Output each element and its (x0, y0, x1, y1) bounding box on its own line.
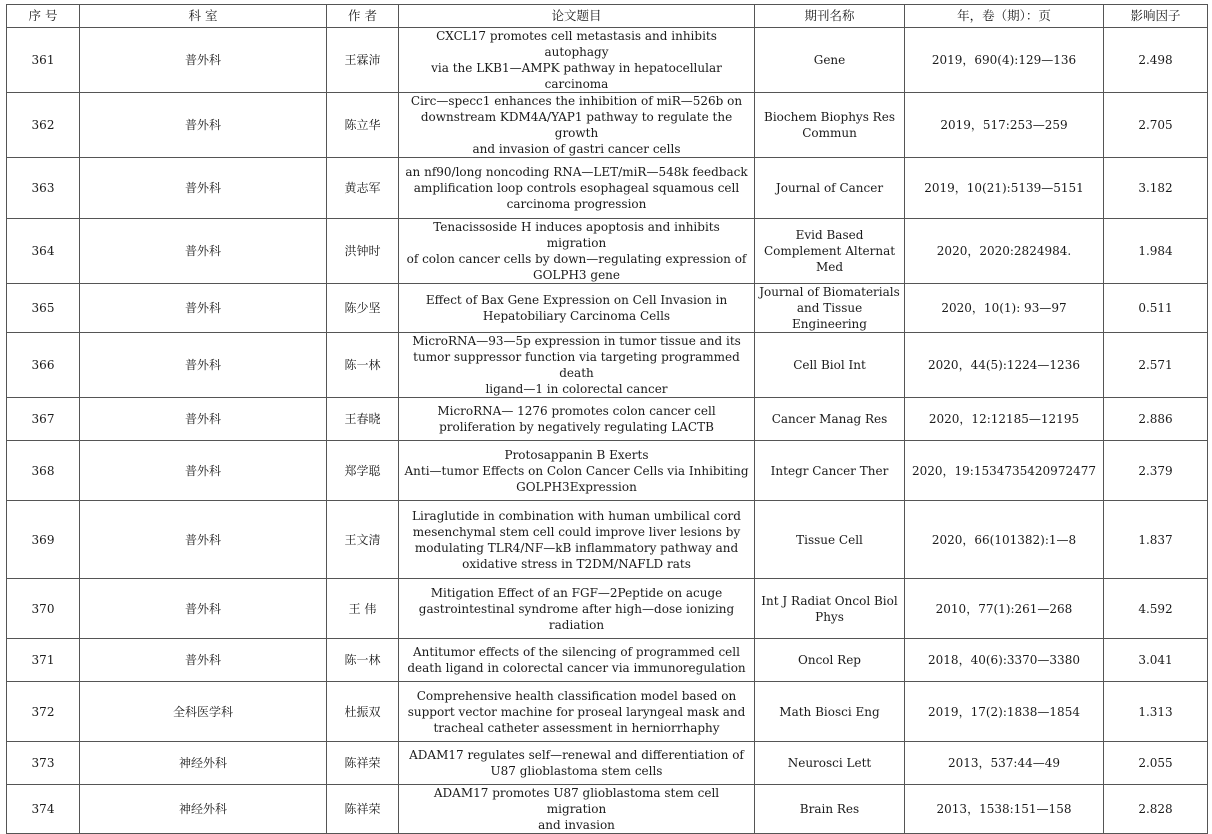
table-row (7, 398, 1208, 441)
row-author: 王 伟 (327, 579, 399, 639)
row-author: 王霖沛 (327, 28, 399, 93)
table-row (7, 639, 1208, 682)
row-number: 364 (7, 219, 80, 284)
row-department: 普外科 (80, 639, 327, 682)
row-department: 普外科 (80, 333, 327, 398)
row-paper-title: CXCL17 promotes cell metastasis and inhibits autophagy via the LKB1—AMPK pathway in hepatocellular carcinoma (399, 28, 755, 93)
row-author: 郑学聪 (327, 441, 399, 501)
row-citation: 2013，1538:151—158 (905, 785, 1104, 834)
row-citation: 2013，537:44—49 (905, 742, 1104, 785)
row-number: 363 (7, 158, 80, 219)
table-row (7, 284, 1208, 333)
row-impact-factor: 4.592 (1104, 579, 1208, 639)
row-paper-title: ADAM17 promotes U87 glioblastoma stem cell migration and invasion (399, 785, 755, 834)
table-row (7, 441, 1208, 501)
header-journal: 期刊名称 (755, 5, 905, 28)
row-department: 普外科 (80, 579, 327, 639)
row-journal: Journal of Biomaterials and Tissue Engineering (755, 284, 905, 333)
row-impact-factor: 2.886 (1104, 398, 1208, 441)
row-number: 369 (7, 501, 80, 579)
row-department: 普外科 (80, 158, 327, 219)
row-number: 367 (7, 398, 80, 441)
row-number: 370 (7, 579, 80, 639)
row-department: 普外科 (80, 398, 327, 441)
row-number: 372 (7, 682, 80, 742)
row-impact-factor: 3.041 (1104, 639, 1208, 682)
row-citation: 2019，17(2):1838—1854 (905, 682, 1104, 742)
row-journal: Biochem Biophys Res Commun (755, 93, 905, 158)
row-journal: Journal of Cancer (755, 158, 905, 219)
table-row (7, 742, 1208, 785)
row-citation: 2020，10(1): 93—97 (905, 284, 1104, 333)
row-author: 洪钟时 (327, 219, 399, 284)
row-department: 普外科 (80, 28, 327, 93)
row-citation: 2020，2020:2824984. (905, 219, 1104, 284)
row-impact-factor: 2.055 (1104, 742, 1208, 785)
row-journal: Gene (755, 28, 905, 93)
row-journal: Cancer Manag Res (755, 398, 905, 441)
row-department: 普外科 (80, 284, 327, 333)
row-citation: 2020，66(101382):1—8 (905, 501, 1104, 579)
header-author: 作 者 (327, 5, 399, 28)
row-department: 普外科 (80, 219, 327, 284)
row-department: 神经外科 (80, 785, 327, 834)
row-number: 374 (7, 785, 80, 834)
row-number: 365 (7, 284, 80, 333)
row-citation: 2010，77(1):261—268 (905, 579, 1104, 639)
row-paper-title: Mitigation Effect of an FGF—2Peptide on acuge gastrointestinal syndrome after high—dose ionizing radiation (399, 579, 755, 639)
row-citation: 2019，517:253—259 (905, 93, 1104, 158)
header-paper-title: 论文题目 (399, 5, 755, 28)
row-department: 普外科 (80, 441, 327, 501)
row-paper-title: MicroRNA— 1276 promotes colon cancer cell proliferation by negatively regulating LACTB (399, 398, 755, 441)
row-number: 361 (7, 28, 80, 93)
row-journal: Evid Based Complement Alternat Med (755, 219, 905, 284)
table-row (7, 158, 1208, 219)
row-citation: 2020，44(5):1224—1236 (905, 333, 1104, 398)
row-citation: 2018，40(6):3370—3380 (905, 639, 1104, 682)
row-journal: Cell Biol Int (755, 333, 905, 398)
row-number: 373 (7, 742, 80, 785)
row-impact-factor: 2.571 (1104, 333, 1208, 398)
row-number: 368 (7, 441, 80, 501)
table-row (7, 219, 1208, 284)
row-impact-factor: 1.313 (1104, 682, 1208, 742)
table-row (7, 333, 1208, 398)
publication-table-page (6, 4, 1207, 834)
row-journal: Neurosci Lett (755, 742, 905, 785)
header-impact-factor: 影响因子 (1104, 5, 1208, 28)
row-paper-title: Circ—specc1 enhances the inhibition of miR—526b on downstream KDM4A/YAP1 pathway to regulate the growth and invasion of gastri cancer cells (399, 93, 755, 158)
header-number: 序 号 (7, 5, 80, 28)
row-impact-factor: 3.182 (1104, 158, 1208, 219)
row-author: 陈祥荣 (327, 785, 399, 834)
row-number: 371 (7, 639, 80, 682)
row-citation: 2020，12:12185—12195 (905, 398, 1104, 441)
row-journal: Tissue Cell (755, 501, 905, 579)
row-paper-title: Antitumor effects of the silencing of programmed cell death ligand in colorectal cancer via immunoregulation (399, 639, 755, 682)
row-impact-factor: 2.379 (1104, 441, 1208, 501)
row-paper-title: an nf90/long noncoding RNA—LET/miR—548k feedback amplification loop controls esophageal squamous cell carcinoma progression (399, 158, 755, 219)
row-paper-title: MicroRNA—93—5p expression in tumor tissue and its tumor suppressor function via targeting programmed death ligand—1 in colorectal cancer (399, 333, 755, 398)
table-row (7, 28, 1208, 93)
row-paper-title: Protosappanin B Exerts Anti—tumor Effects on Colon Cancer Cells via Inhibiting GOLPH3Expression (399, 441, 755, 501)
row-author: 杜振双 (327, 682, 399, 742)
row-journal: Integr Cancer Ther (755, 441, 905, 501)
table-row (7, 682, 1208, 742)
row-author: 陈立华 (327, 93, 399, 158)
row-journal: Oncol Rep (755, 639, 905, 682)
table-row (7, 93, 1208, 158)
row-department: 全科医学科 (80, 682, 327, 742)
table-header-row (7, 5, 1208, 28)
table-row (7, 785, 1208, 834)
row-author: 王文清 (327, 501, 399, 579)
row-citation: 2019，690(4):129—136 (905, 28, 1104, 93)
table-row (7, 501, 1208, 579)
row-impact-factor: 1.837 (1104, 501, 1208, 579)
row-author: 黄志军 (327, 158, 399, 219)
header-citation: 年，卷（期）：页 (905, 5, 1104, 28)
row-paper-title: Effect of Bax Gene Expression on Cell Invasion in Hepatobiliary Carcinoma Cells (399, 284, 755, 333)
row-author: 王春晓 (327, 398, 399, 441)
row-department: 普外科 (80, 93, 327, 158)
publication-table (6, 4, 1208, 834)
row-impact-factor: 2.705 (1104, 93, 1208, 158)
row-author: 陈一林 (327, 639, 399, 682)
row-journal: Math Biosci Eng (755, 682, 905, 742)
row-author: 陈一林 (327, 333, 399, 398)
row-author: 陈祥荣 (327, 742, 399, 785)
header-department: 科 室 (80, 5, 327, 28)
row-journal: Brain Res (755, 785, 905, 834)
row-citation: 2020，19:1534735420972477 (905, 441, 1104, 501)
row-citation: 2019，10(21):5139—5151 (905, 158, 1104, 219)
row-author: 陈少坚 (327, 284, 399, 333)
row-journal: Int J Radiat Oncol Biol Phys (755, 579, 905, 639)
row-paper-title: Tenacissoside H induces apoptosis and inhibits migration of colon cancer cells by down—regulating expression of GOLPH3 gene (399, 219, 755, 284)
row-impact-factor: 2.498 (1104, 28, 1208, 93)
row-department: 神经外科 (80, 742, 327, 785)
row-paper-title: Comprehensive health classification model based on support vector machine for proseal laryngeal mask and tracheal catheter assessment in herniorrhaphy (399, 682, 755, 742)
row-paper-title: ADAM17 regulates self—renewal and differentiation of U87 glioblastoma stem cells (399, 742, 755, 785)
row-impact-factor: 2.828 (1104, 785, 1208, 834)
row-department: 普外科 (80, 501, 327, 579)
row-impact-factor: 1.984 (1104, 219, 1208, 284)
table-row (7, 579, 1208, 639)
row-number: 362 (7, 93, 80, 158)
row-impact-factor: 0.511 (1104, 284, 1208, 333)
row-paper-title: Liraglutide in combination with human umbilical cord mesenchymal stem cell could improve liver lesions by modulating TLR4/NF—kB inflammatory pathway and oxidative stress in T2DM/NAFLD rats (399, 501, 755, 579)
row-number: 366 (7, 333, 80, 398)
